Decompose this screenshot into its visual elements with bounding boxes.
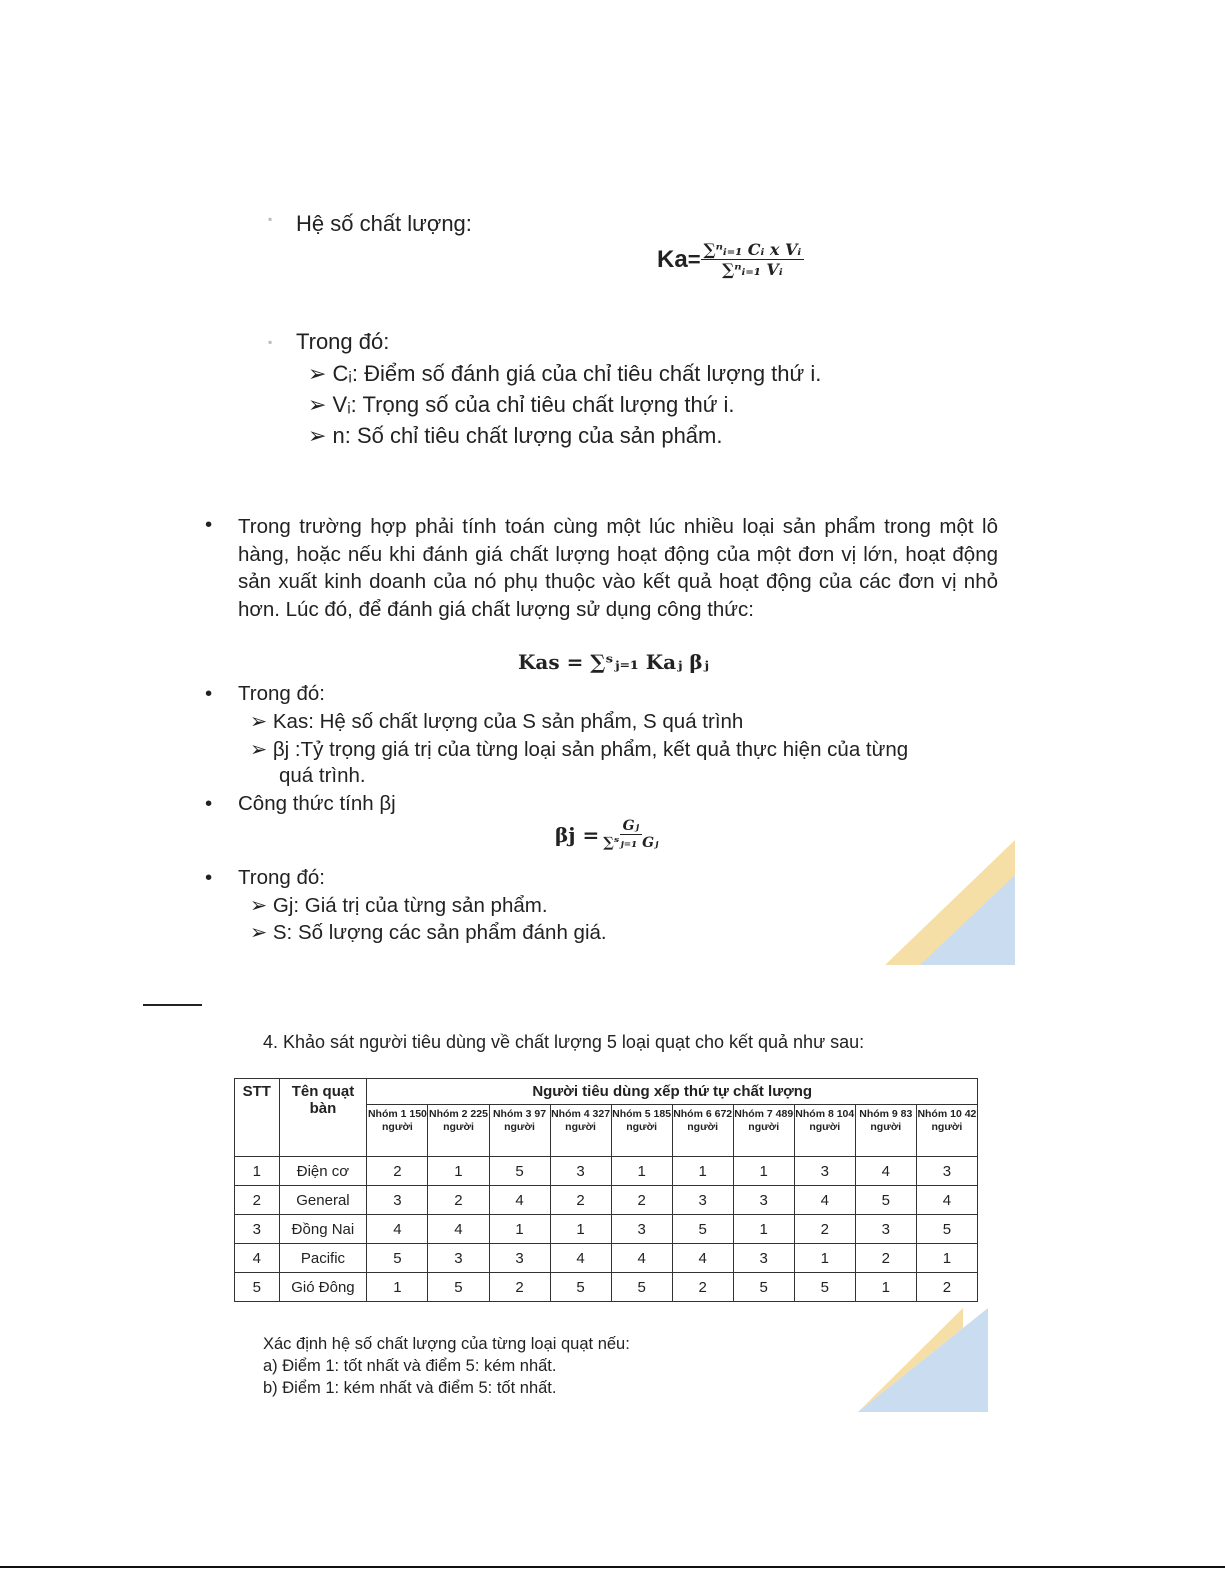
cell-rank: 1 (672, 1157, 733, 1186)
group-header: Nhóm 4 327 người (550, 1105, 611, 1157)
question-b: b) Điểm 1: kém nhất và điểm 5: tốt nhất. (263, 1379, 557, 1397)
cell-rank: 1 (855, 1273, 916, 1302)
list-item: ➢ n: Số chỉ tiêu chất lượng của sản phẩm. (308, 423, 723, 448)
formula-numerator: ∑ⁿᵢ₌₁ Cᵢ x Vᵢ (701, 240, 805, 260)
paragraph: Trong trường hợp phải tính toán cùng một lúc nhiều loại sản phẩm trong một lô hàng, hoặc nếu khi đánh giá chất lượng hoạt động của một đơn vị lớn, hoạt động sản xuất kinh doanh của nó phụ thuộc vào kết quả hoạt động của các đơn vị nhỏ hơn. Lúc đó, để đánh giá chất lượng sử dụng công thức: (238, 515, 998, 621)
group-header: Nhóm 9 83 người (855, 1105, 916, 1157)
cell-rank: 5 (611, 1273, 672, 1302)
formula-kas: Kas = ∑ˢⱼ₌₁ Kaⱼ βⱼ (518, 650, 709, 674)
header-name: Tên quạt bàn (279, 1079, 367, 1157)
question (263, 1333, 630, 1399)
cell-rank: 2 (855, 1244, 916, 1273)
cell-rank: 4 (428, 1215, 489, 1244)
cell-rank: 3 (916, 1157, 977, 1186)
question-text: Xác định hệ số chất lượng của từng loại quạt nếu: (263, 1335, 630, 1353)
where-label: Trong đó: (238, 866, 325, 889)
list-item: ➢ βj :Tỷ trọng giá trị của từng loại sản phẩm, kết quả thực hiện của từng (250, 738, 909, 761)
cell-rank: 5 (855, 1186, 916, 1215)
cell-rank: 1 (428, 1157, 489, 1186)
formula-beta (555, 818, 658, 851)
bullet: • (205, 682, 213, 705)
question-a: a) Điểm 1: tốt nhất và điểm 5: kém nhất. (263, 1357, 557, 1375)
cell-rank: 3 (672, 1186, 733, 1215)
item-text: βj :Tỷ trọng giá trị của từng loại sản phẩm, kết quả thực hiện của từng (272, 738, 909, 761)
list-item: ➢ Kas: Hệ số chất lượng của S sản phẩm, S quá trình (250, 710, 744, 733)
cell-stt: 5 (235, 1273, 280, 1302)
cell-stt: 1 (235, 1157, 280, 1186)
cell-rank: 1 (550, 1215, 611, 1244)
item-text: S: Số lượng các sản phẩm đánh giá. (272, 921, 607, 944)
beta-title: Công thức tính βj (238, 792, 396, 815)
table-row (235, 1215, 978, 1244)
cell-rank: 5 (916, 1215, 977, 1244)
cell-rank: 1 (733, 1215, 794, 1244)
cell-rank: 1 (367, 1273, 428, 1302)
cell-rank: 4 (550, 1244, 611, 1273)
list-item: ➢ Vᵢ: Trọng số của chỉ tiêu chất lượng thứ i. (308, 392, 735, 417)
formula-numerator: Gⱼ (620, 818, 642, 835)
formula-denominator: ∑ⁿᵢ₌₁ Vᵢ (722, 260, 783, 279)
decorative-corner-graphic (858, 1308, 988, 1412)
cell-rank: 3 (733, 1186, 794, 1215)
cell-rank: 5 (428, 1273, 489, 1302)
table-row (235, 1273, 978, 1302)
cell-rank: 3 (794, 1157, 855, 1186)
cell-rank: 5 (550, 1273, 611, 1302)
item-text: Cᵢ: Điểm số đánh giá của chỉ tiêu chất lượng thứ i. (332, 361, 822, 386)
cell-name: Gió Đông (279, 1273, 367, 1302)
where-label: Trong đó: (238, 682, 325, 705)
cell-name: Điện cơ (279, 1157, 367, 1186)
cell-rank: 4 (672, 1244, 733, 1273)
formula-denominator: ∑ˢⱼ₌₁ Gⱼ (603, 835, 659, 851)
table-row (235, 1244, 978, 1273)
cell-rank: 1 (916, 1244, 977, 1273)
group-header: Nhóm 10 42 người (916, 1105, 977, 1157)
cell-rank: 2 (611, 1186, 672, 1215)
cell-rank: 4 (916, 1186, 977, 1215)
cell-stt: 4 (235, 1244, 280, 1273)
list-item: ➢ Cᵢ: Điểm số đánh giá của chỉ tiêu chất lượng thứ i. (308, 361, 822, 386)
cell-rank: 4 (794, 1186, 855, 1215)
cell-name: Đồng Nai (279, 1215, 367, 1244)
header-stt: STT (235, 1079, 280, 1157)
list-item-continued: quá trình. (279, 764, 366, 787)
survey-table (234, 1078, 978, 1302)
cell-rank: 5 (794, 1273, 855, 1302)
group-header: Nhóm 8 104 người (794, 1105, 855, 1157)
cell-rank: 5 (733, 1273, 794, 1302)
table-row (235, 1157, 978, 1186)
cell-rank: 4 (611, 1244, 672, 1273)
cell-rank: 2 (428, 1186, 489, 1215)
cell-rank: 3 (611, 1215, 672, 1244)
item-text: n: Số chỉ tiêu chất lượng của sản phẩm. (332, 423, 723, 448)
cell-rank: 1 (611, 1157, 672, 1186)
cell-rank: 2 (550, 1186, 611, 1215)
group-header: Nhóm 7 489 người (733, 1105, 794, 1157)
cell-rank: 3 (367, 1186, 428, 1215)
heading-quality-coefficient: Hệ số chất lượng: (296, 211, 472, 236)
bullet: ▪ (268, 212, 273, 226)
list-item: ➢ S: Số lượng các sản phẩm đánh giá. (250, 921, 607, 944)
bullet: • (205, 513, 213, 536)
page-bottom-border (0, 1566, 1225, 1568)
cell-rank: 5 (672, 1215, 733, 1244)
item-text: Kas: Hệ số chất lượng của S sản phẩm, S quá trình (272, 710, 744, 733)
item-text: Gj: Giá trị của từng sản phẩm. (272, 894, 548, 917)
cell-rank: 3 (550, 1157, 611, 1186)
header-group: Người tiêu dùng xếp thứ tự chất lượng (367, 1079, 978, 1105)
where-label: Trong đó: (296, 329, 390, 354)
cell-stt: 3 (235, 1215, 280, 1244)
cell-rank: 3 (855, 1215, 916, 1244)
bullet: • (205, 866, 213, 889)
cell-rank: 5 (367, 1244, 428, 1273)
cell-rank: 4 (367, 1215, 428, 1244)
cell-rank: 1 (489, 1215, 550, 1244)
cell-rank: 2 (916, 1273, 977, 1302)
cell-stt: 2 (235, 1186, 280, 1215)
cell-rank: 2 (794, 1215, 855, 1244)
group-header: Nhóm 1 150 người (367, 1105, 428, 1157)
cell-name: General (279, 1186, 367, 1215)
bullet: ▪ (268, 335, 273, 349)
bullet: • (205, 792, 213, 815)
cell-rank: 3 (428, 1244, 489, 1273)
item-text: Vᵢ: Trọng số của chỉ tiêu chất lượng thứ i. (332, 392, 735, 417)
exercise-title: 4. Khảo sát người tiêu dùng về chất lượng 5 loại quạt cho kết quả như sau: (263, 1032, 865, 1052)
divider (143, 1004, 202, 1006)
formula-ka: Ka = $\frac{\text{∑ⁿᵢ₌₁ Cᵢ x Vᵢ}}{\text{∑ⁿᵢ₌₁ Vᵢ}}$ (657, 240, 804, 279)
cell-rank: 4 (489, 1186, 550, 1215)
cell-rank: 3 (733, 1244, 794, 1273)
group-header: Nhóm 3 97 người (489, 1105, 550, 1157)
cell-rank: 2 (367, 1157, 428, 1186)
cell-rank: 2 (672, 1273, 733, 1302)
group-header: Nhóm 5 185 người (611, 1105, 672, 1157)
cell-rank: 3 (489, 1244, 550, 1273)
cell-rank: 2 (489, 1273, 550, 1302)
group-header: Nhóm 6 672 người (672, 1105, 733, 1157)
table-row (235, 1186, 978, 1215)
group-header: Nhóm 2 225 người (428, 1105, 489, 1157)
formula-lhs: Ka (657, 245, 688, 273)
decorative-corner-graphic (885, 840, 1015, 965)
cell-rank: 1 (733, 1157, 794, 1186)
cell-rank: 1 (794, 1244, 855, 1273)
cell-rank: 5 (489, 1157, 550, 1186)
formula-lhs: βj = (555, 822, 600, 847)
cell-name: Pacific (279, 1244, 367, 1273)
cell-rank: 4 (855, 1157, 916, 1186)
list-item: ➢ Gj: Giá trị của từng sản phẩm. (250, 894, 548, 917)
